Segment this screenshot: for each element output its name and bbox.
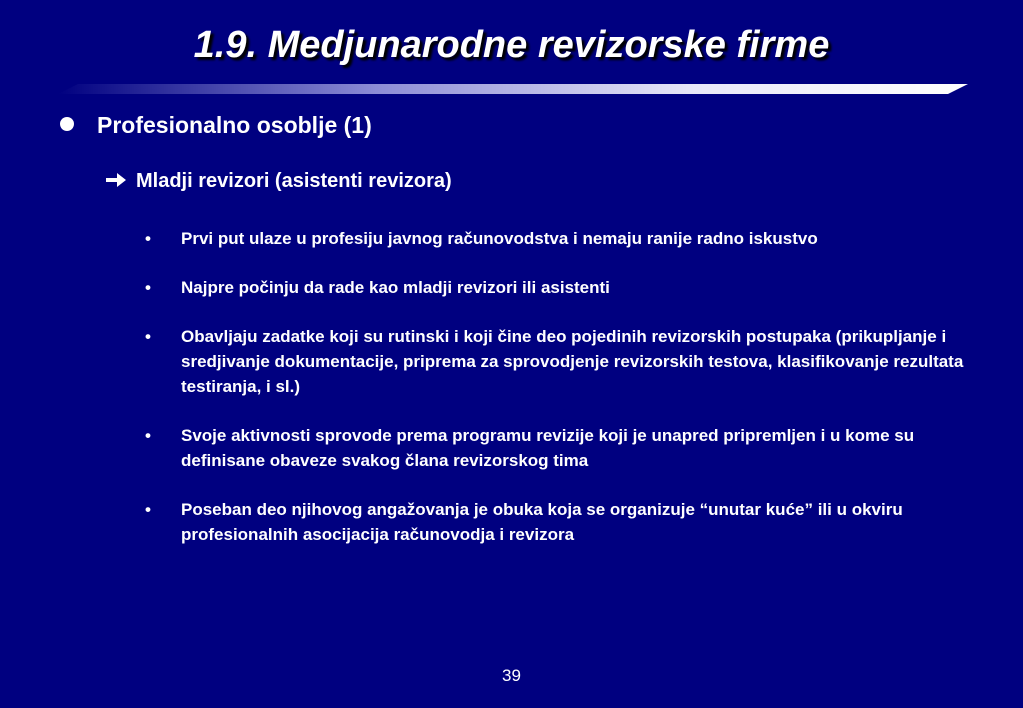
- bullet-marker: •: [145, 500, 151, 519]
- list-item: [145, 226, 965, 251]
- list-item-text: Obavljaju zadatke koji su rutinski i koji čine deo pojedinih revizorskih postupaka (prikupljanje i sredjivanje dokumentacije, priprema za sprovodjenje revizorskih testova, klasifikovanje rezultata testiranja, i sl.): [181, 327, 964, 396]
- round-bullet-icon: [60, 117, 74, 131]
- list-item: [145, 275, 965, 300]
- list-item: [145, 497, 965, 547]
- level2-text: Mladji revizori (asistenti revizora): [136, 170, 452, 192]
- list-item-text: Poseban deo njihovog angažovanja je obuka koja se organizuje “unutar kuće” ili u okviru profesionalnih asocijacija računovodja i revizora: [181, 500, 903, 544]
- slide-title: 1.9. Medjunarodne revizorske firme: [193, 24, 830, 66]
- bullet-list: [145, 226, 965, 571]
- level1-text: Profesionalno osoblje (1): [97, 112, 372, 138]
- level1-item: [60, 112, 372, 139]
- title-divider: [58, 84, 968, 94]
- bullet-marker: •: [145, 229, 151, 248]
- bullet-marker: •: [145, 426, 151, 445]
- list-item: [145, 423, 965, 473]
- bullet-marker: •: [145, 327, 151, 346]
- arrow-right-icon: [104, 172, 128, 188]
- bullet-marker: •: [145, 278, 151, 297]
- list-item-text: Najpre počinju da rade kao mladji revizori ili asistenti: [181, 278, 610, 297]
- level2-item: [104, 170, 452, 193]
- page-number: 39: [502, 666, 521, 685]
- list-item-text: Svoje aktivnosti sprovode prema programu revizije koji je unapred pripremljen i u kome su definisane obaveze svakog člana revizorskog tima: [181, 426, 915, 470]
- list-item-text: Prvi put ulaze u profesiju javnog računovodstva i nemaju ranije radno iskustvo: [181, 229, 818, 248]
- list-item: [145, 324, 965, 399]
